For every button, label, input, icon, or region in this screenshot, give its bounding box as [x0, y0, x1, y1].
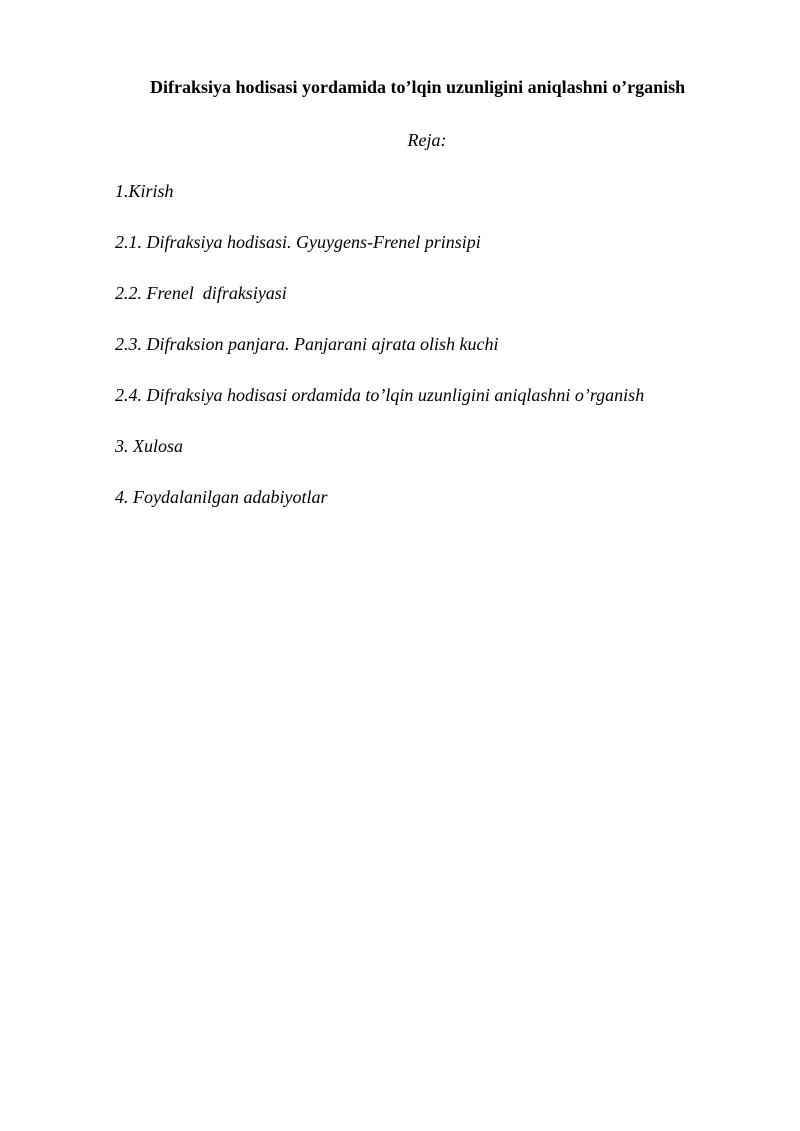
- outline-item-wavelength-study: 2.4. Difraksiya hodisasi ordamida to’lqin uzunligini aniqlashni o’rganish: [115, 385, 645, 405]
- document-title: Difraksiya hodisasi yordamida to’lqin uzunligini aniqlashni o’rganish: [150, 77, 686, 97]
- outline-item-introduction: 1.Kirish: [115, 181, 174, 201]
- plan-heading: Reja:: [407, 130, 447, 150]
- outline-item-references: 4. Foydalanilgan adabiyotlar: [115, 487, 328, 507]
- outline-list: [115, 180, 644, 537]
- outline-item-conclusion: 3. Xulosa: [115, 436, 184, 456]
- outline-item-diffraction-principle: 2.1. Difraksiya hodisasi. Gyuygens-Frenel prinsipi: [115, 232, 481, 252]
- outline-item-fresnel-diffraction: 2.2. Frenel difraksiyasi: [115, 283, 287, 303]
- outline-item-diffraction-grating: 2.3. Difraksion panjara. Panjarani ajrata olish kuchi: [115, 334, 499, 354]
